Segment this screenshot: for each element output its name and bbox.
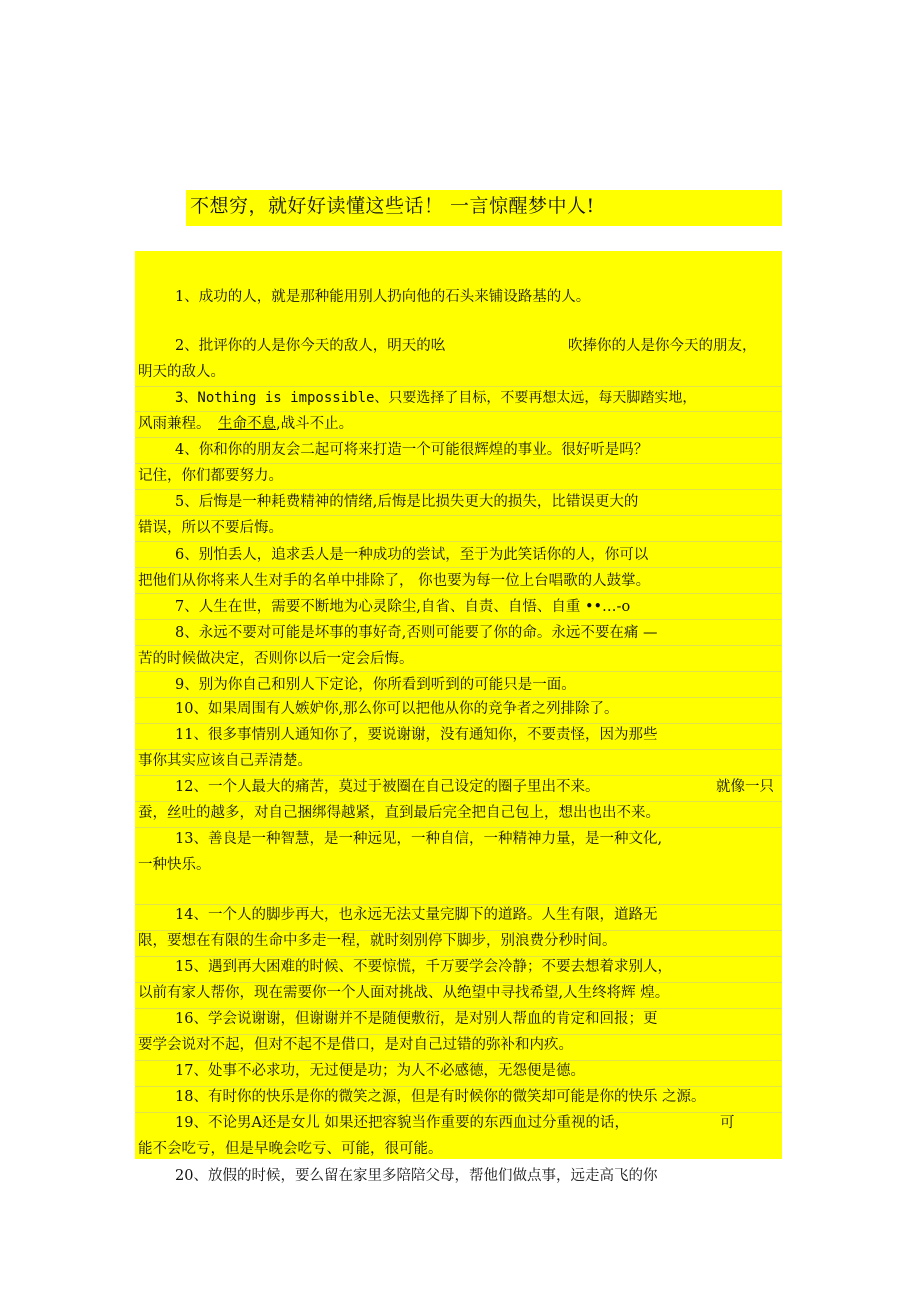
line-divider (135, 671, 782, 672)
line-divider (135, 827, 782, 828)
paragraph-line: 11、很多事情别人通知你了，要说谢谢，没有通知你，不要责怪，因为那些 (175, 727, 658, 743)
paragraph-line: 6、别怕丢人，追求丢人是一种成功的尝试，至于为此笑话你的人，你可以 (175, 547, 649, 563)
paragraph-line: 4、你和你的朋友会二起可将来打造一个可能很辉煌的事业。很好听是吗？ (175, 442, 649, 458)
line-divider (135, 463, 782, 464)
line-divider (135, 489, 782, 490)
paragraph-line: 错误，所以不要后悔。 (138, 520, 283, 536)
paragraph-line: 16、学会说谢谢，但谢谢并不是随便敷衍，是对别人帮血的肯定和回报；更 (175, 1011, 658, 1027)
line-divider (135, 749, 782, 750)
line-divider (135, 541, 782, 542)
paragraph-line: 限，要想在有限的生命中多走一程，就时刻别停下脚步，别浪费分秒时间。 (138, 933, 617, 949)
paragraph-line: 5、后悔是一种耗费精神的情绪,后悔是比损失更大的损失，比错误更大的 (175, 494, 639, 510)
paragraph-line: 17、处事不必求功，无过便是功；为人不必感德，无怨便是德。 (175, 1063, 585, 1079)
line-divider (135, 411, 782, 412)
paragraph-line: 能不会吃亏，但是早晚会吃亏、可能，很可能。 (138, 1141, 443, 1157)
paragraph-line: 20、放假的时候，要么留在家里多陪陪父母，帮他们做点事，远走高飞的你 (175, 1168, 658, 1184)
paragraph-line: 9、别为你自己和别人下定论，你所看到听到的可能只是一面。 (175, 677, 576, 693)
line-divider (135, 515, 782, 516)
paragraph-line: 3、Nothing is impossible、只要选择了目标，不要再想太远，每天脚踏实地， (175, 390, 697, 406)
line-divider (135, 567, 782, 568)
paragraph-line: 12、一个人最大的痛苦，莫过于被圈在自己设定的圈子里出不来。 (175, 779, 600, 795)
line-divider (135, 775, 782, 776)
paragraph-line: 2、批评你的人是你今天的敌人，明天的吆 (175, 338, 446, 354)
paragraph-line: 要学会说对不起，但对不起不是借口，是对自己过错的弥补和内疚。 (138, 1037, 573, 1053)
paragraph-line: 8、永远不要对可能是坏事的事好奇,否则可能要了你的命。永远不要在痛 — (175, 625, 658, 641)
paragraph-line: 苦的时候做决定，否则你以后一定会后悔。 (138, 651, 414, 667)
paragraph-line: ,战斗不止。 (276, 416, 354, 432)
line-divider (135, 645, 782, 646)
paragraph-line: 风雨兼程。 (138, 416, 211, 432)
line-divider (135, 437, 782, 438)
line-divider (135, 386, 782, 387)
paragraph-line: 记住，你们都要努力。 (138, 468, 283, 484)
paragraph-line: 明天的敌人。 (138, 364, 225, 380)
paragraph-line: 10、如果周围有人嫉妒你,那么你可以把他从你的竞争者之列排除了。 (175, 701, 619, 717)
paragraph-line: 事你其实应该自己弄清楚。 (138, 753, 312, 769)
paragraph-line: 7、人生在世，需要不断地为心灵除尘,自省、自责、自悟、自重 ••…-o (175, 599, 631, 615)
paragraph-line: 就像一只 (716, 779, 774, 795)
paragraph-line: 吹捧你的人是你今天的朋友， (568, 338, 757, 354)
paragraph-line: 一种快乐。 (138, 857, 211, 873)
line-divider (135, 619, 782, 620)
page-title: 不想穷，就好好读懂这些话！ 一言惊醒梦中人! (190, 195, 595, 217)
line-divider (135, 723, 782, 724)
line-divider (135, 593, 782, 594)
paragraph-line: 以前有家人帮你，现在需要你一个人面对挑战、从绝望中寻找希望,人生终将辉 煌。 (138, 985, 670, 1001)
paragraph-line: 蚕，丝吐的越多，对自己捆绑得越紧，直到最后完全把自己包上，想出也出不来。 (138, 805, 660, 821)
paragraph-line: 1、成功的人，就是那种能用别人扔向他的石头来铺设路基的人。 (175, 289, 591, 305)
paragraph-line: 可 (720, 1115, 735, 1131)
line-divider (135, 801, 782, 802)
paragraph-line: 15、遇到再大困难的时候、不要惊慌，千万要学会冷静；不要去想着求别人， (175, 959, 672, 975)
paragraph-line: 13、善良是一种智慧，是一种远见，一种自信，一种精神力量，是一种文化, (175, 831, 663, 847)
line-divider (135, 697, 782, 698)
paragraph-line: 14、一个人的脚步再大，也永远无法丈量完脚下的道路。人生有限，道路无 (175, 907, 658, 923)
underlined-phrase: 生命不息 (218, 416, 276, 432)
paragraph-line: 18、有时你的快乐是你的微笑之源，但是有时候你的微笑却可能是你的快乐 之源。 (175, 1089, 706, 1105)
paragraph-line: 把他们从你将来人生对手的名单中排除了， 你也要为每一位上台唱歌的人鼓掌。 (138, 573, 651, 589)
paragraph-line: 19、不论男A还是女儿 如果还把容貌当作重要的东西血过分重视的话， (175, 1115, 630, 1131)
